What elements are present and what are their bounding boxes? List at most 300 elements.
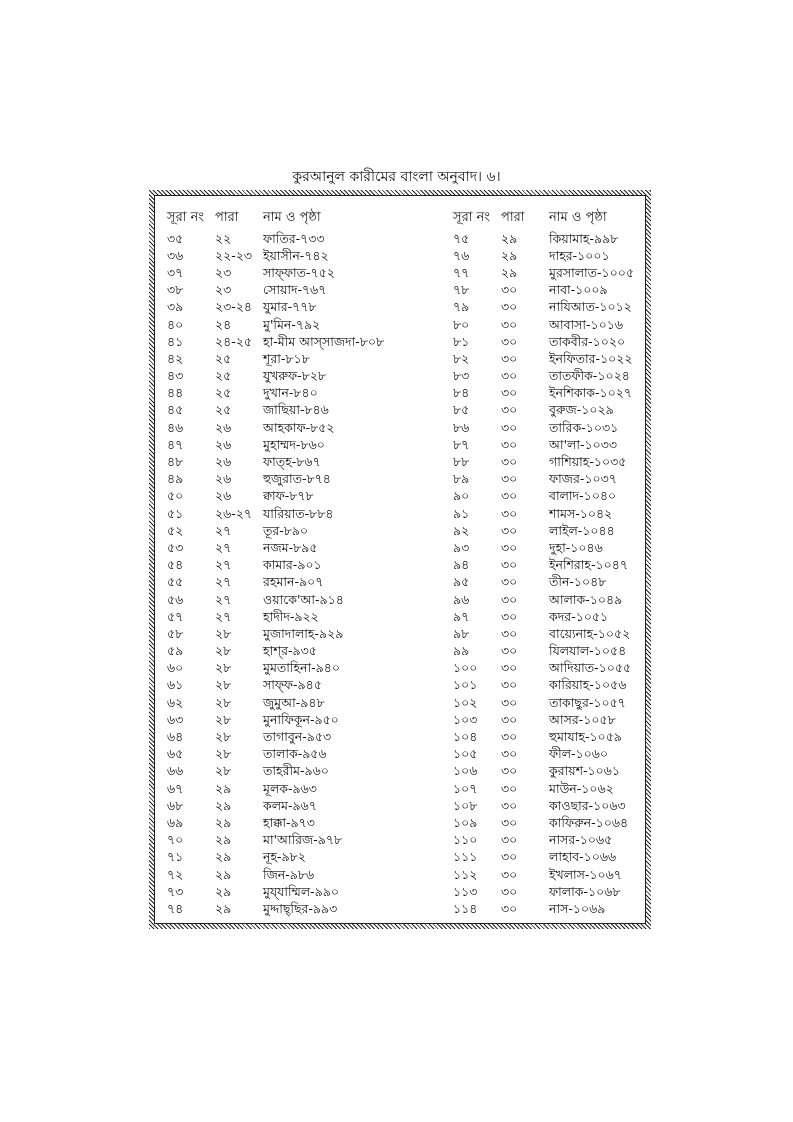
para-number: ২৮: [215, 746, 232, 762]
sura-number: ৩৬: [167, 247, 184, 263]
sura-number: ৯০: [453, 488, 470, 504]
table-row: [167, 370, 403, 387]
header-sura-no: সূরা নং: [167, 209, 204, 225]
sura-number: ৭০: [167, 832, 184, 848]
sura-number: ৭৮: [453, 282, 470, 298]
table-row: [167, 816, 403, 833]
sura-name-page: মা'আরিজ-৯৭৮: [263, 832, 343, 848]
header-name-page: নাম ও পৃষ্ঠা: [549, 209, 607, 225]
para-number: ২৮: [215, 625, 232, 641]
table-row: [453, 370, 689, 387]
header-sura-no: সূরা নং: [453, 209, 490, 225]
sura-name-page: লাহাব-১০৬৬: [549, 849, 617, 865]
table-row: [453, 593, 689, 610]
table-row: [453, 765, 689, 782]
para-number: ২৭: [215, 608, 232, 624]
para-number: ৩০: [501, 419, 518, 435]
sura-name-page: হাদীদ-৯২২: [263, 608, 319, 624]
para-number: ২৮: [215, 660, 232, 676]
sura-number: ৪০: [167, 316, 184, 332]
sura-number: ৭৬: [453, 247, 470, 263]
sura-name-page: ইখলাস-১০৬৭: [549, 866, 622, 882]
sura-name-page: নজম-৮৯৫: [263, 539, 318, 555]
sura-number: ৭৫: [453, 230, 470, 246]
para-number: ২৮: [215, 677, 232, 693]
para-number: ৩০: [501, 505, 518, 521]
sura-name-page: ফাতির-৭৩৩: [263, 230, 325, 246]
table-row: [167, 524, 403, 541]
table-row: [453, 645, 689, 662]
sura-name-page: সোয়াদ-৭৬৭: [263, 282, 327, 298]
para-number: ৩০: [501, 488, 518, 504]
sura-name-page: দুখান-৮৪০: [263, 385, 318, 401]
header-name-page: নাম ও পৃষ্ঠা: [263, 209, 321, 225]
sura-number: ১০২: [453, 694, 478, 710]
header-para: পারা: [215, 209, 239, 225]
table-row: [167, 851, 403, 868]
sura-name-page: মুমতাহিনা-৯৪০: [263, 660, 340, 676]
sura-name-page: গাশিয়াহ-১০৩৫: [549, 454, 627, 470]
sura-number: ৮০: [453, 316, 470, 332]
table-row: [453, 232, 689, 249]
table-row: [167, 232, 403, 249]
sura-name-page: তূর-৮৯০: [263, 522, 309, 538]
sura-number: ৬৮: [167, 797, 184, 813]
table-row: [453, 490, 689, 507]
sura-name-page: আসর-১০৫৮: [549, 711, 616, 727]
table-row: [167, 593, 403, 610]
para-number: ৩০: [501, 539, 518, 555]
table-row: [453, 696, 689, 713]
para-number: ৩০: [501, 883, 518, 899]
sura-number: ৮৮: [453, 454, 470, 470]
table-row: [167, 318, 403, 335]
table-row: [453, 902, 689, 919]
table-row: [453, 266, 689, 283]
table-row: [167, 765, 403, 782]
para-number: ২৩: [215, 264, 232, 280]
para-number: ৩০: [501, 625, 518, 641]
table-row: [167, 834, 403, 851]
para-number: ৩০: [501, 608, 518, 624]
table-row: [167, 249, 403, 266]
sura-name-page: আলাক-১০৪৯: [549, 591, 623, 607]
sura-number: ৯৭: [453, 608, 470, 624]
table-row: [167, 868, 403, 885]
table-row: [167, 696, 403, 713]
sura-number: ১০০: [453, 660, 478, 676]
table-row: [167, 576, 403, 593]
sura-name-page: আহকাফ-৮৫২: [263, 419, 335, 435]
table-row: [167, 387, 403, 404]
table-row: [453, 713, 689, 730]
sura-name-page: তারিক-১০৩১: [549, 419, 619, 435]
sura-number: ৫৯: [167, 643, 184, 659]
sura-number: ১০৮: [453, 797, 478, 813]
sura-number: ৪৪: [167, 385, 184, 401]
sura-name-page: ফীল-১০৬০: [549, 746, 609, 762]
para-number: ২৮: [215, 711, 232, 727]
sura-name-page: মুদ্দাছ্‌ছির-৯৯৩: [263, 900, 338, 916]
table-row: [453, 851, 689, 868]
sura-number: ৯৩: [453, 539, 470, 555]
sura-number: ৫৪: [167, 557, 184, 573]
table-row: [453, 662, 689, 679]
table-row: [167, 799, 403, 816]
sura-number: ১১৩: [453, 883, 478, 899]
para-number: ২৯: [215, 900, 232, 916]
para-number: ৩০: [501, 282, 518, 298]
table-row: [167, 490, 403, 507]
para-number: ৩০: [501, 522, 518, 538]
right-column: [453, 208, 689, 920]
para-number: ২৯: [215, 849, 232, 865]
sura-number: ৭৯: [453, 299, 470, 315]
sura-number: ১০৬: [453, 763, 478, 779]
sura-name-page: আদিয়াত-১০৫৫: [549, 660, 632, 676]
para-number: ৩০: [501, 471, 518, 487]
sura-name-page: ফালাক-১০৬৮: [549, 883, 621, 899]
table-row: [453, 473, 689, 490]
table-row: [167, 352, 403, 369]
sura-number: ৬৯: [167, 814, 184, 830]
sura-name-page: কুরায়শ-১০৬১: [549, 763, 620, 779]
para-number: ৩০: [501, 814, 518, 830]
para-number: ৩০: [501, 643, 518, 659]
sura-name-page: তাতফীক-১০২৪: [549, 368, 630, 384]
sura-name-page: জিন-৯৮৬: [263, 866, 315, 882]
sura-name-page: কিয়ামাহ-৯৯৮: [549, 230, 619, 246]
sura-name-page: ফাজর-১০৩৭: [549, 471, 617, 487]
sura-name-page: কাফিরুন-১০৬৪: [549, 814, 629, 830]
sura-name-page: তাকবীর-১০২০: [549, 333, 626, 349]
table-row: [167, 679, 403, 696]
table-row: [167, 662, 403, 679]
para-number: ২৯: [501, 264, 518, 280]
sura-name-page: সাফ্‌ফ-৯৪৫: [263, 677, 322, 693]
para-number: ৩০: [501, 316, 518, 332]
sura-number: ৯৯: [453, 643, 470, 659]
table-row: [167, 335, 403, 352]
table-row: [453, 782, 689, 799]
table-row: [167, 301, 403, 318]
sura-name-page: নাস-১০৬৯: [549, 900, 606, 916]
sura-name-page: ইনশিকাক-১০২৭: [549, 385, 633, 401]
left-rows: [167, 232, 403, 920]
sura-number: ৯৮: [453, 625, 470, 641]
sura-name-page: মূলক-৯৬৩: [263, 780, 317, 796]
para-number: ২৬: [215, 488, 232, 504]
para-number: ২৯: [215, 797, 232, 813]
sura-name-page: মুনাফিকূন-৯৫০: [263, 711, 339, 727]
sura-number: ৬৪: [167, 729, 184, 745]
table-row: [453, 318, 689, 335]
para-number: ২৮: [215, 643, 232, 659]
para-number: ২৩-২৪: [215, 299, 253, 315]
sura-name-page: জুমুআ-৯৪৮: [263, 694, 325, 710]
table-row: [453, 748, 689, 765]
sura-number: ৮৭: [453, 436, 470, 452]
sura-name-page: মু'মিন-৭৯২: [263, 316, 321, 332]
sura-number: ৩৯: [167, 299, 184, 315]
para-number: ২৬: [215, 454, 232, 470]
para-number: ৩০: [501, 900, 518, 916]
sura-number: ৬০: [167, 660, 184, 676]
sura-name-page: মুয্‌যাম্মিল-৯৯০: [263, 883, 339, 899]
table-row: [167, 730, 403, 747]
table-row: [453, 868, 689, 885]
decorative-border: [149, 190, 651, 929]
sura-number: ৯৪: [453, 557, 470, 573]
sura-name-page: কারিয়াহ-১০৫৬: [549, 677, 627, 693]
para-number: ২৮: [215, 729, 232, 745]
para-number: ২৫: [215, 385, 232, 401]
para-number: ২৫: [215, 402, 232, 418]
right-rows: [453, 232, 689, 920]
para-number: ৩০: [501, 368, 518, 384]
para-number: ২৯: [501, 247, 518, 263]
sura-number: ৮৯: [453, 471, 470, 487]
sura-number: ৫৭: [167, 608, 184, 624]
para-number: ২৬-২৭: [215, 505, 253, 521]
sura-name-page: দাহর-১০০১: [549, 247, 610, 263]
para-number: ২২-২৩: [215, 247, 253, 263]
table-row: [167, 627, 403, 644]
sura-name-page: মাউন-১০৬২: [549, 780, 614, 796]
para-number: ২৮: [215, 763, 232, 779]
para-number: ২৫: [215, 350, 232, 366]
table-row: [167, 782, 403, 799]
para-number: ৩০: [501, 574, 518, 590]
table-row: [167, 438, 403, 455]
left-column: [167, 208, 403, 920]
para-number: ৩০: [501, 385, 518, 401]
sura-number: ৫৫: [167, 574, 184, 590]
sura-name-page: যারিয়াত-৮৮৪: [263, 505, 334, 521]
para-number: ২৯: [215, 814, 232, 830]
para-number: ৩০: [501, 402, 518, 418]
table-row: [453, 438, 689, 455]
sura-name-page: হুমাযাহ-১০৫৯: [549, 729, 622, 745]
para-number: ২৪: [215, 316, 232, 332]
sura-name-page: হুজুরাত-৮৭৪: [263, 471, 331, 487]
sura-name-page: ওয়াকে'আ-৯১৪: [263, 591, 344, 607]
para-number: ৩০: [501, 591, 518, 607]
sura-name-page: ইয়াসীন-৭৪২: [263, 247, 329, 263]
sura-name-page: কামার-৯০১: [263, 557, 322, 573]
sura-name-page: লাইল-১০৪৪: [549, 522, 615, 538]
sura-number: ১১২: [453, 866, 478, 882]
table-row: [453, 679, 689, 696]
para-number: ২৭: [215, 591, 232, 607]
sura-name-page: বালাদ-১০৪০: [549, 488, 617, 504]
sura-name-page: তীন-১০৪৮: [549, 574, 607, 590]
table-row: [167, 541, 403, 558]
para-number: ২২: [215, 230, 232, 246]
sura-number: ৮১: [453, 333, 470, 349]
sura-number: ৭২: [167, 866, 184, 882]
table-row: [453, 249, 689, 266]
para-number: ৩০: [501, 866, 518, 882]
sura-number: ৯৬: [453, 591, 470, 607]
page-header: কুরআনুল কারীমের বাংলা অনুবাদ। ৬।: [292, 169, 501, 185]
sura-name-page: ইনফিতার-১০২২: [549, 350, 633, 366]
sura-number: ৬৩: [167, 711, 184, 727]
para-number: ৩০: [501, 763, 518, 779]
table-row: [167, 455, 403, 472]
surah-index-table: [154, 195, 646, 924]
sura-name-page: ইনশিরাহ-১০৪৭: [549, 557, 628, 573]
sura-number: ৩৭: [167, 264, 184, 280]
table-header: [167, 208, 403, 228]
sura-number: ৩৮: [167, 282, 184, 298]
sura-name-page: তাগাবুন-৯৫৩: [263, 729, 332, 745]
sura-number: ৪২: [167, 350, 184, 366]
sura-name-page: মুজাদালাহ-৯২৯: [263, 625, 344, 641]
sura-number: ৫৮: [167, 625, 184, 641]
header-para: পারা: [501, 209, 525, 225]
para-number: ২৪-২৫: [215, 333, 252, 349]
sura-name-page: ফাত্‌হ-৮৬৭: [263, 454, 321, 470]
sura-number: ৬২: [167, 694, 184, 710]
table-row: [453, 541, 689, 558]
para-number: ৩০: [501, 729, 518, 745]
sura-name-page: যুমার-৭৭৮: [263, 299, 317, 315]
sura-name-page: ক্বাফ-৮৭৮: [263, 488, 314, 504]
sura-name-page: তালাক-৯৫৬: [263, 746, 327, 762]
sura-number: ৪৭: [167, 436, 184, 452]
sura-number: ১০৯: [453, 814, 478, 830]
table-row: [167, 645, 403, 662]
para-number: ৩০: [501, 557, 518, 573]
table-row: [453, 507, 689, 524]
para-number: ২৬: [215, 419, 232, 435]
para-number: ২৭: [215, 557, 232, 573]
sura-number: ৭৭: [453, 264, 470, 280]
table-row: [167, 885, 403, 902]
sura-number: ৮৪: [453, 385, 470, 401]
para-number: ৩০: [501, 350, 518, 366]
sura-number: ৭১: [167, 849, 184, 865]
sura-number: ১০৩: [453, 711, 478, 727]
sura-number: ১০১: [453, 677, 478, 693]
para-number: ২৮: [215, 694, 232, 710]
sura-name-page: হা-মীম আস্‌সাজদা-৮০৮: [263, 333, 385, 349]
sura-number: ৬৬: [167, 763, 184, 779]
table-row: [167, 284, 403, 301]
sura-number: ৪৮: [167, 454, 184, 470]
sura-number: ৫১: [167, 505, 184, 521]
para-number: ২৩: [215, 282, 232, 298]
table-row: [453, 610, 689, 627]
para-number: ৩০: [501, 454, 518, 470]
sura-name-page: রহমান-৯০৭: [263, 574, 324, 590]
sura-name-page: নাবা-১০০৯: [549, 282, 608, 298]
table-row: [453, 404, 689, 421]
table-row: [167, 507, 403, 524]
sura-number: ১১০: [453, 832, 478, 848]
table-row: [453, 576, 689, 593]
sura-name-page: মুরসালাত-১০০৫: [549, 264, 635, 280]
sura-name-page: বুরুজ-১০২৯: [549, 402, 614, 418]
para-number: ৩০: [501, 660, 518, 676]
sura-number: ১১৪: [453, 900, 478, 916]
table-row: [453, 627, 689, 644]
para-number: ৩০: [501, 436, 518, 452]
table-row: [167, 713, 403, 730]
sura-name-page: কাওছার-১০৬৩: [549, 797, 626, 813]
para-number: ৩০: [501, 797, 518, 813]
table-row: [167, 610, 403, 627]
para-number: ২৬: [215, 436, 232, 452]
sura-number: ৪৬: [167, 419, 184, 435]
table-row: [167, 404, 403, 421]
table-row: [167, 266, 403, 283]
sura-name-page: মুহাম্মদ-৮৬০: [263, 436, 325, 452]
table-row: [453, 730, 689, 747]
sura-name-page: সাফ্‌ফাত-৭৫২: [263, 264, 335, 280]
sura-name-page: জাছিয়া-৮৪৬: [263, 402, 329, 418]
para-number: ২৯: [215, 832, 232, 848]
sura-number: ৫৬: [167, 591, 184, 607]
sura-number: ৪৯: [167, 471, 184, 487]
sura-number: ১০৫: [453, 746, 478, 762]
sura-name-page: তাকাছুর-১০৫৭: [549, 694, 626, 710]
sura-number: ৭৩: [167, 883, 184, 899]
sura-number: ১০৪: [453, 729, 478, 745]
table-row: [167, 559, 403, 576]
sura-name-page: যিলযাল-১০৫৪: [549, 643, 627, 659]
sura-number: ৪৩: [167, 368, 184, 384]
para-number: ২৯: [215, 866, 232, 882]
table-row: [453, 885, 689, 902]
table-row: [167, 421, 403, 438]
para-number: ২৯: [501, 230, 518, 246]
sura-number: ৪১: [167, 333, 184, 349]
para-number: ৩০: [501, 780, 518, 796]
sura-number: ৮২: [453, 350, 470, 366]
para-number: ৩০: [501, 832, 518, 848]
sura-name-page: নাসর-১০৬৫: [549, 832, 613, 848]
table-row: [453, 301, 689, 318]
sura-number: ৬৭: [167, 780, 184, 796]
table-row: [453, 816, 689, 833]
sura-name-page: নূহ-৯৮২: [263, 849, 306, 865]
sura-number: ৭৪: [167, 900, 184, 916]
table-row: [453, 421, 689, 438]
para-number: ৩০: [501, 849, 518, 865]
table-row: [453, 559, 689, 576]
sura-name-page: শূরা-৮১৮: [263, 350, 310, 366]
sura-name-page: বায়্যেনাহ-১০৫২: [549, 625, 631, 641]
sura-name-page: আবাসা-১০১৬: [549, 316, 624, 332]
para-number: ৩০: [501, 694, 518, 710]
sura-name-page: যুখরুফ-৮২৮: [263, 368, 326, 384]
table-row: [453, 284, 689, 301]
sura-number: ৬৫: [167, 746, 184, 762]
table-row: [453, 387, 689, 404]
sura-number: ৫৩: [167, 539, 184, 555]
sura-number: ৮৬: [453, 419, 470, 435]
para-number: ৩০: [501, 677, 518, 693]
para-number: ৩০: [501, 711, 518, 727]
table-row: [167, 748, 403, 765]
para-number: ২৯: [215, 780, 232, 796]
sura-number: ১০৭: [453, 780, 478, 796]
table-header: [453, 208, 689, 228]
sura-number: ৫২: [167, 522, 184, 538]
sura-name-page: কলম-৯৬৭: [263, 797, 317, 813]
